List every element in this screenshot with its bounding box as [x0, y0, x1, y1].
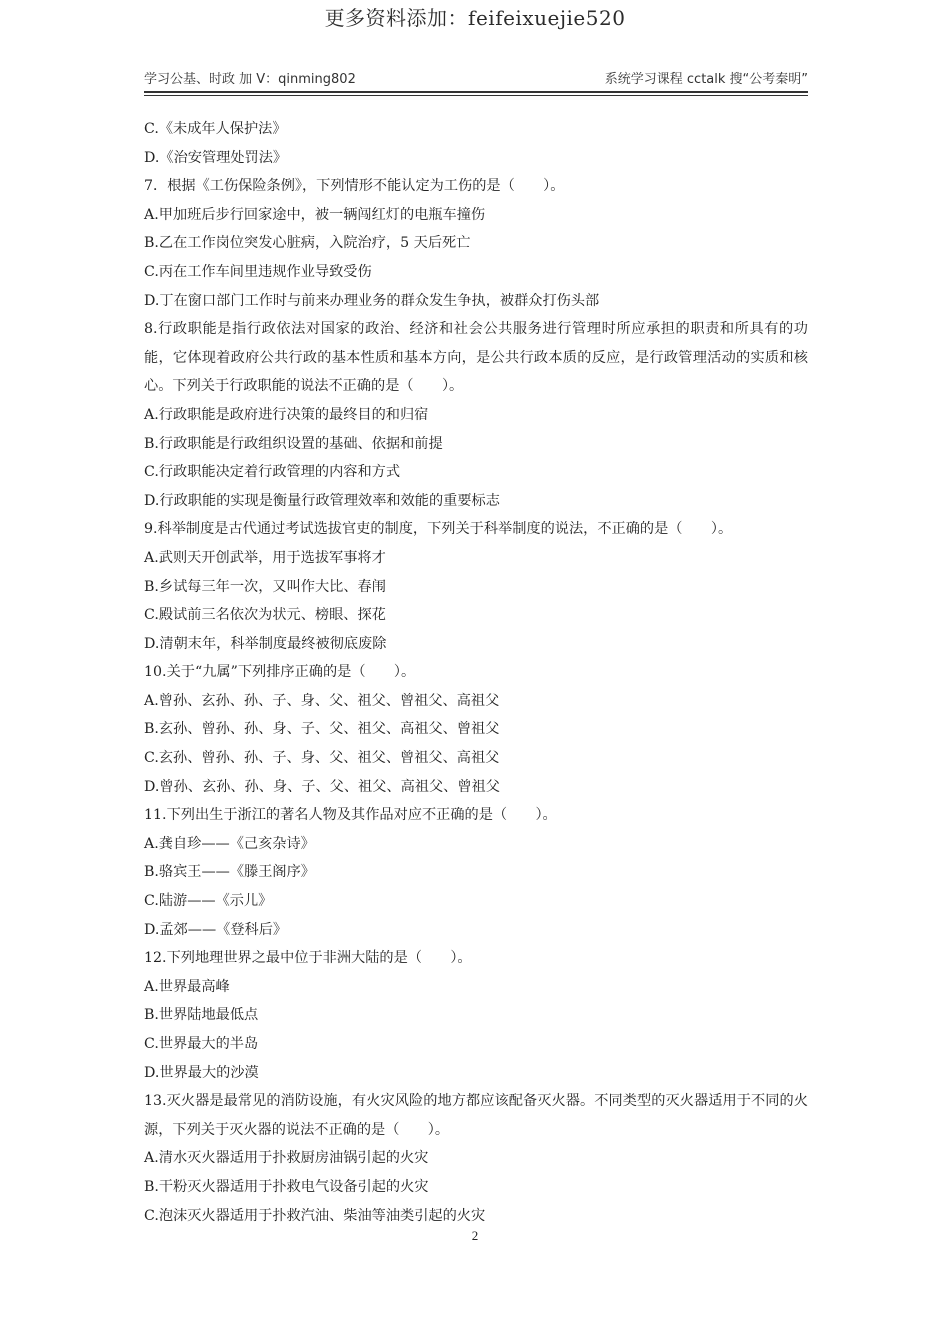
option-line: C.陆游——《示儿》: [144, 893, 273, 910]
question-line: 12.下列地理世界之最中位于非洲大陆的是（ ）。: [144, 950, 472, 967]
question-paragraph: 13.灭火器是最常见的消防设施，有火灾风险的地方都应该配备灭火器。不同类型的灭火器适用于不同的火源，下列关于灭火器的说法不正确的是（ ）。: [144, 1093, 808, 1138]
option-line: A.世界最高峰: [144, 978, 230, 995]
option-line: B.世界陆地最低点: [144, 1007, 259, 1024]
option-line: C.《未成年人保护法》: [144, 121, 287, 137]
option-line: B.骆宾王——《滕王阁序》: [144, 864, 315, 881]
header-rule-thin: [144, 95, 808, 96]
option-line: C.丙在工作车间里违规作业导致受伤: [144, 263, 372, 280]
option-line: A.曾孙、玄孙、孙、子、身、父、祖父、曾祖父、高祖父: [144, 692, 500, 709]
option-line: D.世界最大的沙漠: [144, 1064, 259, 1081]
option-line: A.清水灭火器适用于扑救厨房油锅引起的火灾: [144, 1150, 429, 1167]
option-line: B.乙在工作岗位突发心脏病，入院治疗，5 天后死亡: [144, 235, 471, 252]
watermark-text: 更多资料添加：feifeixuejie520: [324, 6, 626, 30]
option-line: C.泡沫灭火器适用于扑救汽油、柴油等油类引起的火灾: [144, 1207, 486, 1224]
option-line: D.曾孙、玄孙、孙、身、子、父、祖父、高祖父、曾祖父: [144, 778, 500, 795]
option-line: B.干粉灭火器适用于扑救电气设备引起的火灾: [144, 1178, 429, 1195]
option-line: A.行政职能是政府进行决策的最终目的和归宿: [144, 406, 429, 423]
option-line: B.行政职能是行政组织设置的基础、依据和前提: [144, 435, 443, 452]
question-line: 11.下列出生于浙江的著名人物及其作品对应不正确的是（ ）。: [144, 807, 557, 824]
header-rule-thick: [144, 91, 808, 93]
page-number: 2: [471, 1228, 479, 1243]
question-paragraph: 8.行政职能是指行政依法对国家的政治、经济和社会公共服务进行管理时所应承担的职责和所具有的功能，它体现着政府公共行政的基本性质和基本方向，是公共行政本质的反应，是行政管理活动的实质和核心。下列关于行政职能的说法不正确的是（ ）。: [144, 321, 808, 395]
option-line: D.《治安管理处罚法》: [144, 149, 288, 166]
question-line: 9.科举制度是古代通过考试选拔官吏的制度，下列关于科举制度的说法，不正确的是（ ）。: [144, 521, 733, 538]
option-line: D.行政职能的实现是衡量行政管理效率和效能的重要标志: [144, 492, 500, 509]
option-line: C.世界最大的半岛: [144, 1036, 259, 1052]
option-line: A.甲加班后步行回家途中，被一辆闯红灯的电瓶车撞伤: [144, 206, 486, 223]
option-line: A.龚自珍——《己亥杂诗》: [144, 835, 315, 852]
option-line: C.行政职能决定着行政管理的内容和方式: [144, 464, 401, 481]
option-line: B.乡试每三年一次，又叫作大比、春闱: [144, 578, 386, 595]
option-line: A.武则天开创武举，用于选拔军事将才: [144, 549, 386, 566]
option-line: D.清朝末年，科举制度最终被彻底废除: [144, 635, 387, 652]
option-line: D.孟郊——《登科后》: [144, 921, 288, 938]
option-line: C.玄孙、曾孙、孙、子、身、父、祖父、曾祖父、高祖父: [144, 750, 500, 767]
document-body: [144, 115, 808, 1230]
question-line: 10.关于“九属”下列排序正确的是（ ）。: [144, 664, 416, 681]
header-right-text: 系统学习课程 cctalk 搜“公考秦明”: [604, 72, 808, 87]
question-line: 7．根据《工伤保险条例》，下列情形不能认定为工伤的是（ ）。: [144, 178, 565, 195]
header-left-text: 学习公基、时政 加 V：qinming802: [144, 72, 356, 87]
option-line: B.玄孙、曾孙、孙、身、子、父、祖父、高祖父、曾祖父: [144, 721, 500, 738]
option-line: C.殿试前三名依次为状元、榜眼、探花: [144, 607, 386, 624]
page-header: [144, 68, 808, 90]
option-line: D.丁在窗口部门工作时与前来办理业务的群众发生争执，被群众打伤头部: [144, 292, 600, 309]
